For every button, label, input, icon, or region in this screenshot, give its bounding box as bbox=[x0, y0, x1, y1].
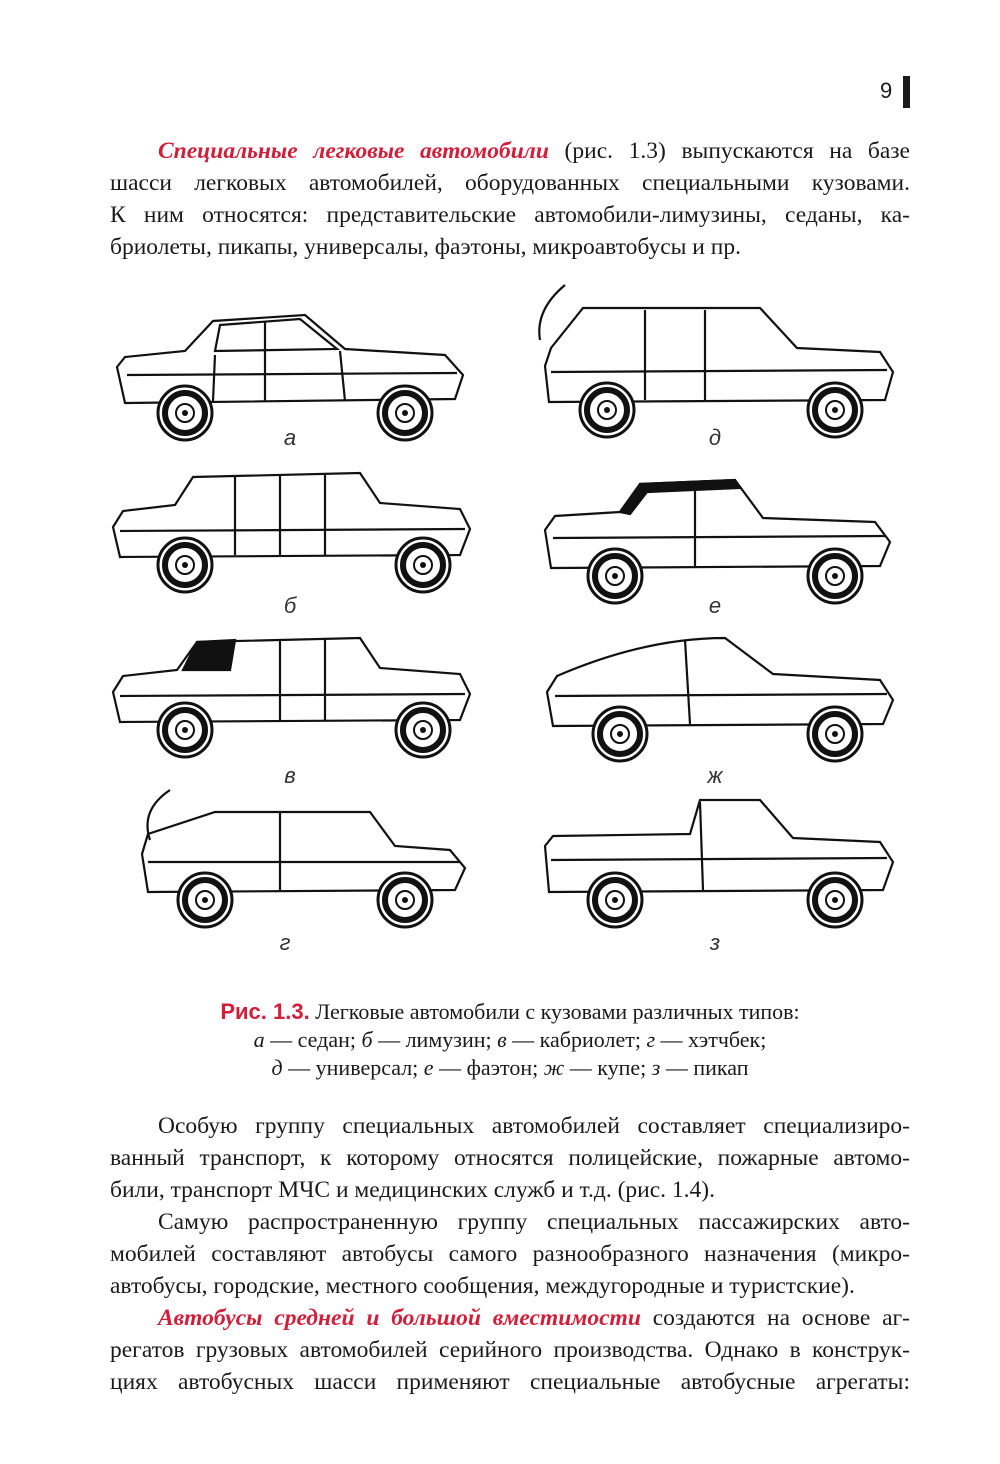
car-pickup bbox=[535, 790, 915, 930]
figure-car-bodies bbox=[100, 285, 920, 965]
car-coupe bbox=[535, 630, 915, 770]
paragraph-line: К ним относятся: представительские автомобили-лимузины, седаны, ка- bbox=[110, 202, 910, 228]
paragraph-buses bbox=[110, 1206, 910, 1302]
paragraph-line: Особую группу специальных автомобилей составляет специализиро- bbox=[158, 1113, 910, 1139]
label-z: з bbox=[709, 930, 721, 955]
car-sedan bbox=[105, 305, 485, 445]
term-special-cars: Специальные легковые автомобили bbox=[158, 138, 549, 164]
paragraph-line: Самую распространенную группу специальных пассажирских авто- bbox=[158, 1209, 910, 1235]
label-zh: ж bbox=[707, 763, 723, 788]
coupe-drawing bbox=[535, 630, 915, 770]
paragraph-line: регатов грузовых автомобилей серийного производства. Однако в конструк- bbox=[110, 1337, 910, 1363]
phaeton-drawing bbox=[535, 470, 915, 610]
car-limousine bbox=[105, 465, 485, 605]
hatchback-drawing bbox=[130, 790, 510, 930]
caption-line-2: а — седан; б — лимузин; в — кабриолет; г — хэтчбек; bbox=[253, 1027, 767, 1052]
station-wagon-drawing bbox=[535, 300, 915, 440]
car-cabriolet bbox=[105, 630, 485, 770]
paragraph-line: ванный транспорт, к которому относятся полицейские, пожарные автомо- bbox=[110, 1145, 910, 1171]
page-number: 9 bbox=[880, 78, 893, 103]
paragraph-line: циях автобусных шасси применяют специальные автобусные агрегаты: bbox=[110, 1369, 910, 1395]
label-e: е bbox=[708, 593, 722, 618]
paragraph-intro bbox=[110, 135, 910, 263]
paragraph-line: бриолеты, пикапы, универсалы, фаэтоны, микроавтобусы и пр. bbox=[110, 234, 741, 260]
paragraph-specialized-transport bbox=[110, 1110, 910, 1206]
term-buses: Автобусы средней и большой вместимости bbox=[158, 1305, 641, 1331]
car-hatchback bbox=[130, 790, 510, 930]
paragraph-line: Автобусы средней и большой вместимости создаются на основе аг- bbox=[158, 1305, 910, 1331]
label-d: д bbox=[708, 425, 722, 450]
limousine-drawing bbox=[105, 465, 485, 605]
car-phaeton bbox=[535, 470, 915, 610]
label-a: а bbox=[283, 425, 297, 450]
page-number-bar bbox=[903, 76, 910, 108]
label-g: г bbox=[279, 930, 291, 955]
figure-ref: Рис. 1.3. bbox=[220, 999, 310, 1024]
paragraph-medium-large-buses bbox=[110, 1302, 910, 1398]
paragraph-line: автобусы, городские, местного сообщения, междугородные и туристские). bbox=[110, 1273, 855, 1299]
paragraph-line: били, транспорт МЧС и медицинских служб и т.д. (рис. 1.4). bbox=[110, 1177, 716, 1203]
cabriolet-drawing bbox=[105, 630, 485, 770]
label-b: б bbox=[283, 593, 297, 618]
paragraph-line: шасси легковых автомобилей, оборудованных специальными кузовами. bbox=[110, 170, 910, 196]
paragraph-line: Специальные легковые автомобили (рис. 1.3) выпускаются на базе bbox=[158, 138, 910, 164]
pickup-drawing bbox=[535, 790, 915, 930]
sedan-drawing bbox=[105, 305, 485, 445]
car-station-wagon bbox=[535, 300, 915, 440]
label-v: в bbox=[284, 763, 296, 788]
caption-line-1: Рис. 1.3. Легковые автомобили с кузовами различных типов: bbox=[220, 999, 800, 1024]
caption-line-3: д — универсал; е — фаэтон; ж — купе; з — пикап bbox=[271, 1055, 749, 1080]
figure-caption bbox=[110, 998, 910, 1082]
paragraph-line: мобилей составляют автобусы самого разнообразного назначения (микро- bbox=[110, 1241, 910, 1267]
